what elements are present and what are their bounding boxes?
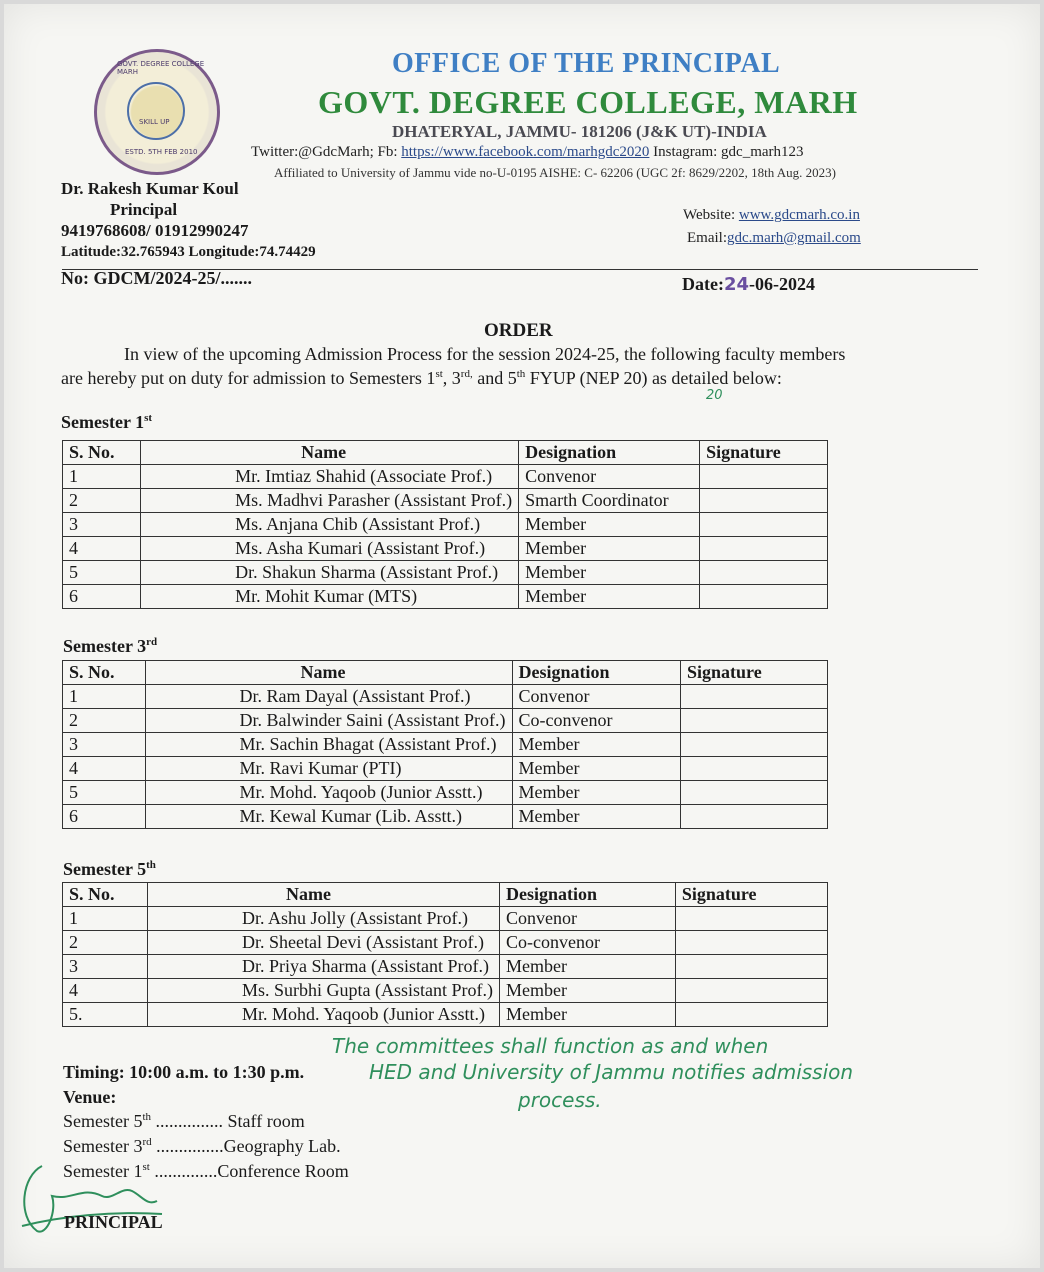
seal-text-bottom: ESTD. 5TH FEB 2010 xyxy=(125,148,198,156)
col-signature: Signature xyxy=(700,441,828,465)
col-designation: Designation xyxy=(500,883,676,907)
facebook-label: Fb: xyxy=(377,144,398,160)
sup-th: th xyxy=(516,368,526,380)
cell-sno: 2 xyxy=(63,709,146,733)
cell-designation: Member xyxy=(519,513,700,537)
cell-designation: Member xyxy=(500,979,676,1003)
sem5-heading-sup: th xyxy=(146,859,156,871)
email-link[interactable]: gdc.marh@gmail.com xyxy=(727,230,861,246)
cell-designation: Convenor xyxy=(519,465,700,489)
cell-signature xyxy=(700,537,828,561)
cell-sno: 6 xyxy=(63,805,146,829)
semester-3-table xyxy=(62,660,828,829)
sem1-heading-text: Semester 1 xyxy=(61,412,145,432)
table-header-row xyxy=(63,883,828,907)
table-row xyxy=(63,907,828,931)
order-date xyxy=(682,274,815,295)
col-signature: Signature xyxy=(681,661,828,685)
table-row xyxy=(63,489,828,513)
cell-designation: Member xyxy=(512,781,681,805)
cell-name: Mr. Sachin Bhagat (Assistant Prof.) xyxy=(145,733,512,757)
principal-coordinates: Latitude:32.765943 Longitude:74.74429 xyxy=(61,244,316,260)
venue-sup: st xyxy=(142,1161,150,1173)
cell-sno: 4 xyxy=(63,979,148,1003)
table-row xyxy=(63,757,828,781)
sup-rd: rd, xyxy=(460,368,473,380)
cell-designation: Member xyxy=(519,537,700,561)
sem3-heading-sup: rd xyxy=(146,636,158,648)
cell-sno: 1 xyxy=(63,907,148,931)
cell-signature xyxy=(681,805,828,829)
cell-signature xyxy=(675,907,827,931)
seal-emblem xyxy=(127,82,185,140)
cell-designation: Co-convenor xyxy=(512,709,681,733)
cell-designation: Member xyxy=(519,585,700,609)
cell-name: Dr. Balwinder Saini (Assistant Prof.) xyxy=(145,709,512,733)
college-seal-logo xyxy=(94,49,220,175)
date-label: Date: xyxy=(682,274,724,294)
venue-sem3 xyxy=(63,1136,341,1157)
cell-designation: Convenor xyxy=(500,907,676,931)
para-text-b: , 3 xyxy=(442,368,461,388)
social-links-line xyxy=(251,144,804,161)
cell-signature xyxy=(700,465,828,489)
col-sno: S. No. xyxy=(63,661,146,685)
cell-name: Dr. Ram Dayal (Assistant Prof.) xyxy=(145,685,512,709)
sem1-heading-sup: st xyxy=(144,412,153,424)
cell-name: Mr. Ravi Kumar (PTI) xyxy=(145,757,512,781)
table-row xyxy=(63,733,828,757)
table-row xyxy=(63,955,828,979)
cell-name: Dr. Priya Sharma (Assistant Prof.) xyxy=(148,955,500,979)
cell-designation: Co-convenor xyxy=(500,931,676,955)
semester-1-table xyxy=(62,440,828,609)
cell-signature xyxy=(700,513,828,537)
twitter-handle: Twitter:@GdcMarh; xyxy=(251,144,374,160)
venue-sem-label: Semester 1 xyxy=(63,1161,143,1181)
cell-signature xyxy=(681,733,828,757)
cell-name: Ms. Madhvi Parasher (Assistant Prof.) xyxy=(141,489,519,513)
email-label: Email: xyxy=(687,230,727,246)
cell-name: Ms. Surbhi Gupta (Assistant Prof.) xyxy=(148,979,500,1003)
cell-signature xyxy=(681,685,828,709)
venue-sem-label: Semester 5 xyxy=(63,1111,143,1131)
cell-name: Mr. Mohit Kumar (MTS) xyxy=(141,585,519,609)
table-row xyxy=(63,709,828,733)
table-row xyxy=(63,781,828,805)
cell-name: Dr. Sheetal Devi (Assistant Prof.) xyxy=(148,931,500,955)
cell-designation: Member xyxy=(512,733,681,757)
cell-designation: Convenor xyxy=(512,685,681,709)
cell-sno: 2 xyxy=(63,931,148,955)
venue-place: ..............Conference Room xyxy=(149,1161,349,1181)
para-text-a: are hereby put on duty for admission to Semesters 1 xyxy=(61,368,436,388)
cell-name: Mr. Mohd. Yaqoob (Junior Asstt.) xyxy=(145,781,512,805)
cell-designation: Smarth Coordinator xyxy=(519,489,700,513)
cell-designation: Member xyxy=(512,805,681,829)
col-designation: Designation xyxy=(512,661,681,685)
principal-phone: 9419768608/ 01912990247 xyxy=(61,221,249,240)
affiliation-line: Affiliated to University of Jammu vide no-U-0195 AISHE: C- 62206 (UGC 2f: 8629/2202, 18th Aug. 2023) xyxy=(274,165,836,180)
cell-signature xyxy=(681,709,828,733)
cell-signature xyxy=(700,585,828,609)
para-text-c: and 5 xyxy=(472,368,517,388)
website-line xyxy=(683,207,860,224)
order-number: No: GDCM/2024-25/....... xyxy=(61,268,252,288)
venue-place: ............... Staff room xyxy=(151,1111,305,1131)
cell-signature xyxy=(681,781,828,805)
table-header-row xyxy=(63,441,828,465)
cell-signature xyxy=(675,955,827,979)
semester-5-table xyxy=(62,882,828,1027)
cell-designation: Member xyxy=(500,955,676,979)
cell-name: Ms. Asha Kumari (Assistant Prof.) xyxy=(141,537,519,561)
venue-sup: rd xyxy=(142,1136,152,1148)
semester-1-heading xyxy=(61,412,152,433)
date-rest: -06-2024 xyxy=(749,274,816,294)
handwritten-note-line3: process. xyxy=(518,1088,602,1112)
website-link[interactable]: www.gdcmarh.co.in xyxy=(738,207,860,223)
venue-sem-label: Semester 3 xyxy=(63,1136,143,1156)
cell-sno: 1 xyxy=(63,465,141,489)
principal-name: Dr. Rakesh Kumar Koul xyxy=(61,179,239,198)
seal-text-top: GOVT. DEGREE COLLEGE MARH xyxy=(117,60,205,76)
table-row xyxy=(63,537,828,561)
table-row xyxy=(63,561,828,585)
venue-sup: th xyxy=(142,1111,152,1123)
col-signature: Signature xyxy=(675,883,827,907)
document-page xyxy=(4,4,1040,1268)
cell-sno: 5 xyxy=(63,561,141,585)
cell-sno: 5 xyxy=(63,781,146,805)
cell-sno: 6 xyxy=(63,585,141,609)
instagram-handle: Instagram: gdc_marh123 xyxy=(653,144,804,160)
table-row xyxy=(63,931,828,955)
para-text-d: FYUP (NEP 20) as detailed below: xyxy=(525,368,782,388)
college-address: DHATERYAL, JAMMU- 181206 (J&K UT)-INDIA xyxy=(392,122,767,141)
cell-sno: 3 xyxy=(63,733,146,757)
handwritten-note-line2: HED and University of Jammu notifies admission xyxy=(369,1060,854,1084)
website-label: Website: xyxy=(683,207,736,223)
semester-5-heading xyxy=(63,859,156,880)
cell-sno: 1 xyxy=(63,685,146,709)
college-name: GOVT. DEGREE COLLEGE, MARH xyxy=(318,84,858,120)
cell-designation: Member xyxy=(519,561,700,585)
cell-signature xyxy=(675,931,827,955)
venue-heading: Venue: xyxy=(63,1087,117,1107)
cell-name: Ms. Anjana Chib (Assistant Prof.) xyxy=(141,513,519,537)
cell-signature xyxy=(675,1003,827,1027)
cell-sno: 4 xyxy=(63,537,141,561)
cell-signature xyxy=(700,561,828,585)
sem5-heading-text: Semester 5 xyxy=(63,859,147,879)
sup-st: st xyxy=(435,368,443,380)
cell-sno: 5. xyxy=(63,1003,148,1027)
email-line xyxy=(687,230,861,247)
principal-footer-label: PRINCIPAL xyxy=(64,1212,163,1232)
cell-sno: 3 xyxy=(63,955,148,979)
cell-designation: Member xyxy=(500,1003,676,1027)
table-row xyxy=(63,585,828,609)
order-title: ORDER xyxy=(484,320,553,341)
col-name: Name xyxy=(141,441,519,465)
principal-title: Principal xyxy=(110,200,178,219)
col-designation: Designation xyxy=(519,441,700,465)
office-heading: OFFICE OF THE PRINCIPAL xyxy=(392,48,781,79)
semester-5-rows xyxy=(63,907,828,1027)
cell-signature xyxy=(675,979,827,1003)
table-row xyxy=(63,979,828,1003)
order-paragraph-line2 xyxy=(61,368,782,389)
order-paragraph-line1: In view of the upcoming Admission Process for the session 2024-25, the following faculty members xyxy=(124,344,846,364)
cell-name: Mr. Imtiaz Shahid (Associate Prof.) xyxy=(141,465,519,489)
cell-signature xyxy=(700,489,828,513)
cell-name: Mr. Kewal Kumar (Lib. Asstt.) xyxy=(145,805,512,829)
col-name: Name xyxy=(145,661,512,685)
date-handwritten-day: 24 xyxy=(723,274,750,295)
table-header-row xyxy=(63,661,828,685)
semester-3-heading xyxy=(63,636,157,657)
table-row xyxy=(63,685,828,709)
cell-name: Mr. Mohd. Yaqoob (Junior Asstt.) xyxy=(148,1003,500,1027)
handwritten-note-line1: The committees shall function as and when xyxy=(332,1034,769,1058)
cell-designation: Member xyxy=(512,757,681,781)
venue-sem5 xyxy=(63,1111,305,1132)
cell-sno: 4 xyxy=(63,757,146,781)
handwritten-nep-year: 20 xyxy=(706,388,723,403)
semester-1-rows xyxy=(63,465,828,609)
facebook-link[interactable]: https://www.facebook.com/marhgdc2020 xyxy=(401,144,650,160)
table-row xyxy=(63,805,828,829)
seal-text-middle: SKILL UP xyxy=(139,118,170,126)
col-name: Name xyxy=(148,883,500,907)
table-row xyxy=(63,465,828,489)
cell-sno: 3 xyxy=(63,513,141,537)
sem3-heading-text: Semester 3 xyxy=(63,636,147,656)
col-sno: S. No. xyxy=(63,883,148,907)
semester-3-rows xyxy=(63,685,828,829)
col-sno: S. No. xyxy=(63,441,141,465)
cell-name: Dr. Ashu Jolly (Assistant Prof.) xyxy=(148,907,500,931)
cell-sno: 2 xyxy=(63,489,141,513)
table-row xyxy=(63,513,828,537)
table-row xyxy=(63,1003,828,1027)
cell-signature xyxy=(681,757,828,781)
cell-name: Dr. Shakun Sharma (Assistant Prof.) xyxy=(141,561,519,585)
timing-line: Timing: 10:00 a.m. to 1:30 p.m. xyxy=(63,1062,305,1082)
venue-place: ...............Geography Lab. xyxy=(151,1136,341,1156)
